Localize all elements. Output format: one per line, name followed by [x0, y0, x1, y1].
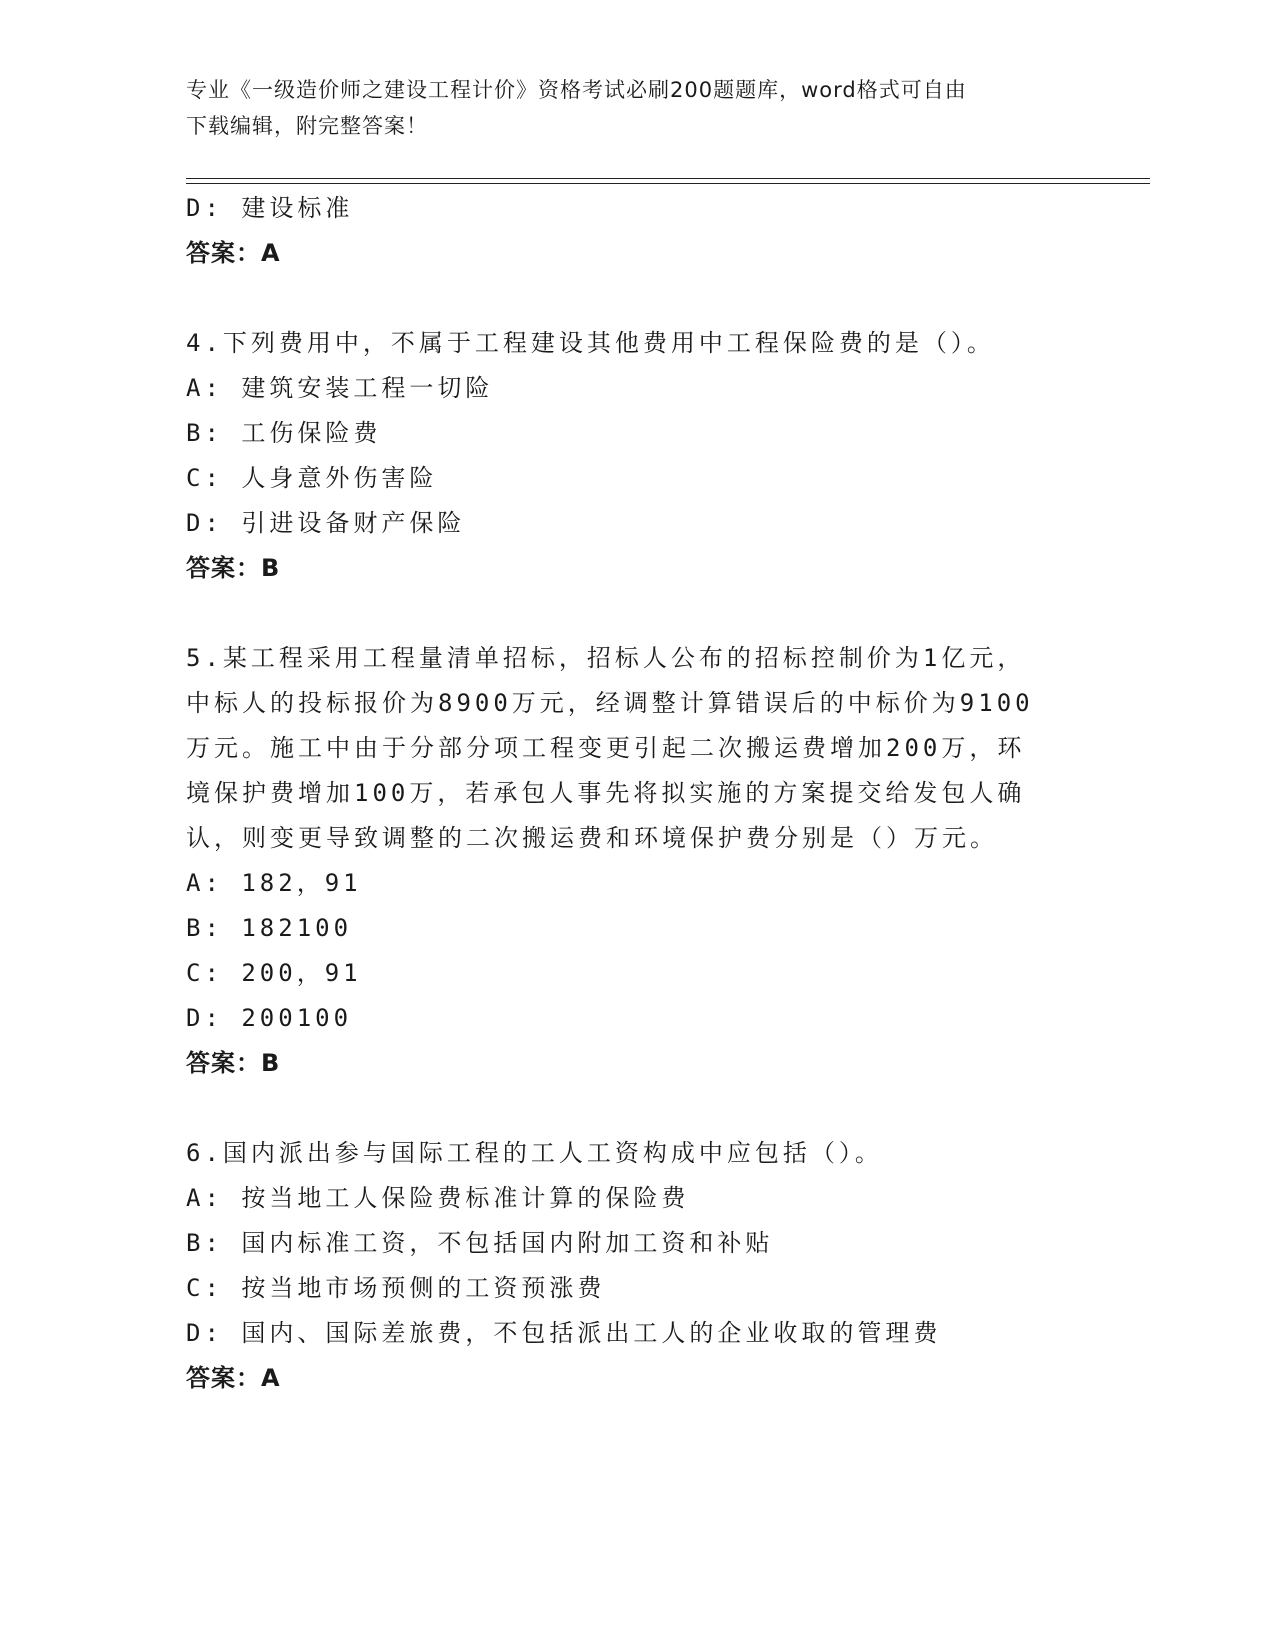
document-header [186, 72, 1066, 144]
q5-stem [186, 636, 1056, 861]
q5-stem-line-2: 中标人的投标报价为8900万元，经调整计算错误后的中标价为9100 [186, 689, 1034, 717]
spacer [186, 276, 1086, 321]
q5-stem-line-1: 5.某工程采用工程量清单招标，招标人公布的招标控制价为1亿元， [186, 644, 1026, 672]
q5-stem-line-5: 认，则变更导致调整的二次搬运费和环境保护费分别是（）万元。 [186, 824, 998, 852]
header-line-1: 专业《一级造价师之建设工程计价》资格考试必刷200题题库，word格式可自由 [186, 78, 967, 102]
q4-option-d: D: 引进设备财产保险 [186, 509, 466, 537]
q5-stem-line-3: 万元。施工中由于分部分项工程变更引起二次搬运费增加200万，环 [186, 734, 1026, 762]
q4-stem: 4.下列费用中，不属于工程建设其他费用中工程保险费的是（）。 [186, 329, 995, 357]
q5-option-c: C: 200，91 [186, 959, 362, 987]
q5-option-a: A: 182，91 [186, 869, 362, 897]
q3-answer: 答案：A [186, 239, 281, 267]
q5-option-d: D: 200100 [186, 1004, 353, 1032]
header-divider-top [186, 178, 1150, 179]
spacer [186, 591, 1086, 636]
q4-answer: 答案：B [186, 554, 281, 582]
q3-option-d: D: 建设标准 [186, 194, 354, 222]
q6-option-a: A: 按当地工人保险费标准计算的保险费 [186, 1184, 690, 1212]
question-list [186, 186, 1086, 1401]
q6-answer: 答案：A [186, 1364, 281, 1392]
spacer [186, 1086, 1086, 1131]
header-line-2: 下载编辑，附完整答案！ [186, 114, 428, 138]
q5-answer: 答案：B [186, 1049, 281, 1077]
q4-option-c: C: 人身意外伤害险 [186, 464, 438, 492]
q5-stem-line-4: 境保护费增加100万，若承包人事先将拟实施的方案提交给发包人确 [186, 779, 1026, 807]
q6-option-c: C: 按当地市场预侧的工资预涨费 [186, 1274, 606, 1302]
q6-stem: 6.国内派出参与国际工程的工人工资构成中应包括（）。 [186, 1139, 883, 1167]
q6-option-d: D: 国内、国际差旅费，不包括派出工人的企业收取的管理费 [186, 1319, 942, 1347]
q4-option-a: A: 建筑安装工程一切险 [186, 374, 494, 402]
q4-option-b: B: 工伤保险费 [186, 419, 382, 447]
header-divider-bottom [186, 183, 1150, 184]
q5-option-b: B: 182100 [186, 914, 353, 942]
q6-option-b: B: 国内标准工资，不包括国内附加工资和补贴 [186, 1229, 774, 1257]
